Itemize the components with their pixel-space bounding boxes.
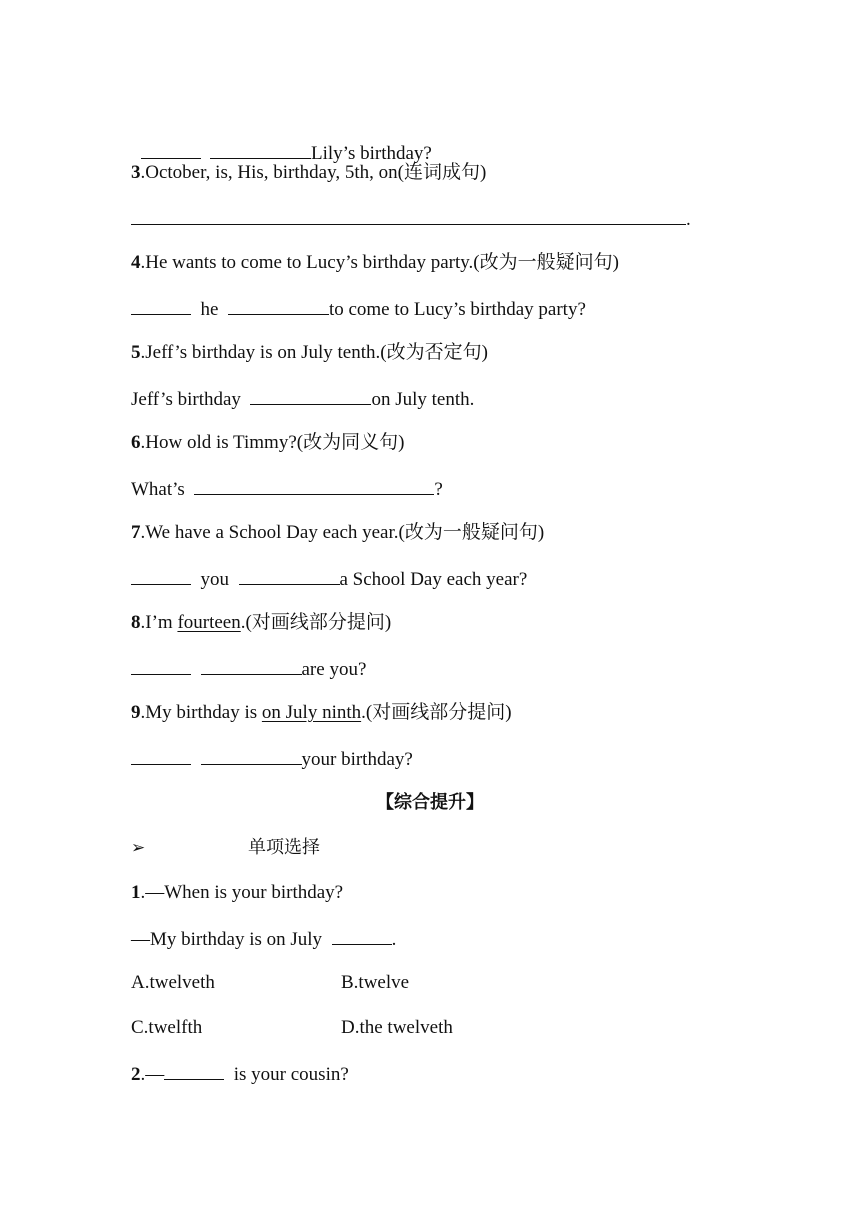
answer-line-q3: . bbox=[131, 206, 691, 232]
question-8: 8.I’m fourteen.(对画线部分提问) bbox=[131, 612, 392, 633]
question-text: .Jeff’s birthday is on July tenth.(改为否定句) bbox=[140, 342, 488, 363]
answer-line-q5: Jeff’s birthday on July tenth. bbox=[131, 386, 474, 412]
question-4 bbox=[131, 251, 619, 275]
section-heading: 【综合提升】 bbox=[376, 792, 484, 813]
blank[interactable] bbox=[210, 140, 311, 159]
blank[interactable] bbox=[194, 476, 434, 495]
underlined-part: on July ninth bbox=[261, 702, 362, 723]
question-number: 4 bbox=[131, 252, 141, 273]
option-d[interactable]: D.the twelveth bbox=[341, 1017, 453, 1038]
question-text: .We have a School Day each year.(改为一般疑问句) bbox=[140, 522, 545, 543]
question-number: 5 bbox=[131, 342, 141, 363]
answer-line-q8: are you? bbox=[131, 656, 366, 682]
question-text: .—When is your birthday? bbox=[140, 882, 344, 903]
mc-question-2: 2.— is your cousin? bbox=[131, 1061, 349, 1087]
option-c[interactable]: C.twelfth bbox=[131, 1017, 203, 1038]
underlined-part: fourteen bbox=[177, 612, 241, 633]
mc-question-1-line2: —My birthday is on July . bbox=[131, 926, 396, 952]
blank[interactable] bbox=[201, 746, 302, 765]
blank[interactable] bbox=[131, 656, 191, 675]
question-number: 2 bbox=[131, 1064, 141, 1085]
question-9: 9.My birthday is on July ninth.(对画线部分提问) bbox=[131, 702, 512, 723]
option-a[interactable]: A.twelveth bbox=[131, 972, 215, 993]
question-number: 6 bbox=[131, 432, 141, 453]
question-6 bbox=[131, 431, 404, 455]
question-5 bbox=[131, 341, 488, 365]
answer-line-q4: he to come to Lucy’s birthday party? bbox=[131, 296, 586, 322]
question-number: 7 bbox=[131, 522, 141, 543]
question-text: .How old is Timmy?(改为同义句) bbox=[140, 432, 405, 453]
blank[interactable] bbox=[164, 1061, 224, 1080]
question-number: 9 bbox=[131, 702, 141, 723]
question-number: 3 bbox=[131, 162, 141, 183]
answer-line-q9: your birthday? bbox=[131, 746, 413, 772]
question-text: .He wants to come to Lucy’s birthday party.(改为一般疑问句) bbox=[140, 252, 619, 273]
blank[interactable] bbox=[131, 296, 191, 315]
question-number: 1 bbox=[131, 882, 141, 903]
answer-line-q6: What’s ? bbox=[131, 476, 443, 502]
blank[interactable] bbox=[131, 566, 191, 585]
option-b[interactable]: B.twelve bbox=[341, 972, 410, 993]
blank[interactable] bbox=[228, 296, 329, 315]
arrow-bullet-icon: ➢ bbox=[131, 838, 146, 858]
blank[interactable] bbox=[332, 926, 392, 945]
question-text: .October, is, His, birthday, 5th, on(连词成句) bbox=[140, 162, 487, 183]
blank[interactable] bbox=[131, 746, 191, 765]
subsection-label: 单项选择 bbox=[248, 837, 320, 858]
blank[interactable] bbox=[131, 206, 686, 225]
blank[interactable] bbox=[250, 386, 371, 405]
answer-line-q7: you a School Day each year? bbox=[131, 566, 527, 592]
question-number: 8 bbox=[131, 612, 141, 633]
question-3 bbox=[131, 161, 486, 185]
subsection-title bbox=[131, 836, 320, 860]
blank[interactable] bbox=[141, 140, 201, 159]
mc-question-1 bbox=[131, 881, 343, 905]
blank[interactable] bbox=[239, 566, 340, 585]
answer-line-q2: Lily’s birthday? bbox=[131, 116, 432, 166]
question-7 bbox=[131, 521, 544, 545]
blank[interactable] bbox=[201, 656, 302, 675]
